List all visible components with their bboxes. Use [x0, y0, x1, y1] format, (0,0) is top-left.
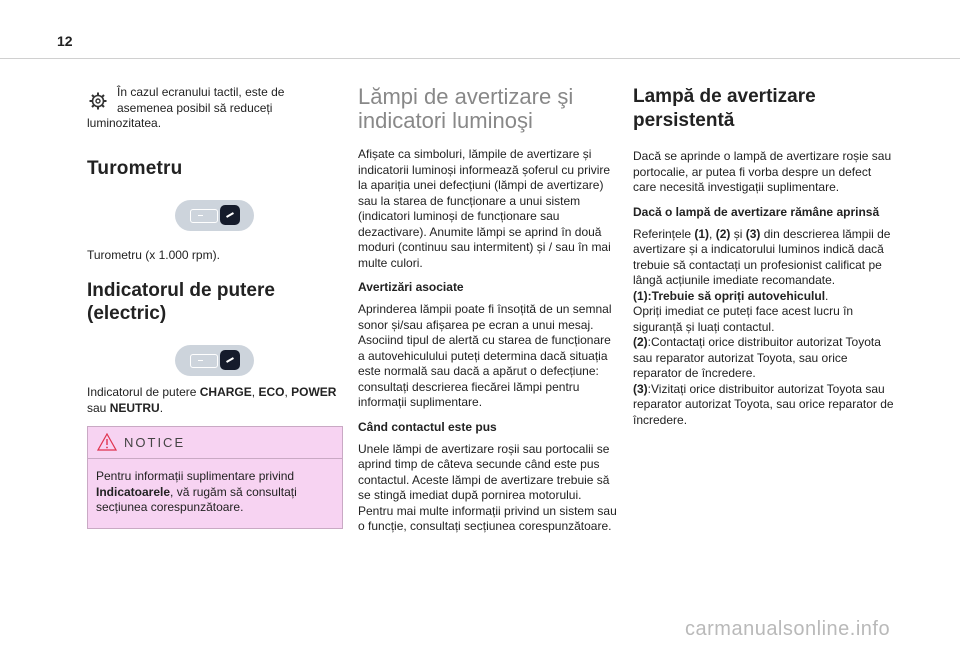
column-1 [87, 85, 342, 529]
turometru-caption: Turometru (x 1.000 rpm). [87, 247, 220, 262]
column-3 [633, 85, 895, 428]
more-info-text: Pentru mai multe informații privind un sistem sau o funcție, consultați secțiunea corespunzătoare. [358, 503, 617, 533]
persistent-lamp-intro: Dacă se aprinde o lampă de avertizare roșie sau portocalie, ar putea fi vorba despre un defect care necesită investigații suplimentare. [633, 149, 892, 194]
turometru-heading: Turometru [87, 157, 183, 179]
notice-box [87, 426, 343, 529]
reference-1: (1):Trebuie să opriți autovehiculul. [633, 288, 829, 303]
header-divider [0, 58, 960, 59]
brightness-tip [87, 85, 342, 132]
turometru-figure [87, 200, 342, 248]
notice-text: Pentru informații suplimentare privind Indicatoarele, vă rugăm să consultați secțiunea corespunzătoare. [96, 469, 297, 514]
reference-3: (3):Vizitați orice distribuitor autorizat Toyota sau reparator autorizat Toyota, sau orice reparator de încredere. [633, 381, 894, 427]
watermark: carmanualsonline.info [685, 618, 891, 640]
lamp-stays-on-heading: Dacă o lampă de avertizare rămâne aprinsă [633, 204, 880, 219]
tip-text-cont: luminozitatea. [87, 116, 162, 130]
reference-2: (2):Contactați orice distribuitor autorizat Toyota sau reparator autorizat Toyota, sau orice reparator de încredere. [633, 335, 881, 380]
notice-title: NOTICE [124, 435, 186, 450]
warning-lamps-heading: Lămpi de avertizare şi indicatori luminoşi [358, 84, 574, 133]
warning-lamps-intro: Afișate ca simboluri, lămpile de avertizare și indicatorii luminoși informează șoferul cu privire la apariția unei defecțiuni (lămpi de avertizare) sau la starea de funcționare a unui sistem (indicatori luminoși de funcționare sau dezactivare). Anumite lămpi se aprind în două moduri (continuu sau intermitent) și / sau în mai multe culori. [358, 147, 611, 270]
power-caption: Indicatorul de putere CHARGE, ECO, POWER sau NEUTRU. [87, 385, 337, 415]
gauge-icon [175, 200, 254, 231]
gear-icon [88, 91, 108, 111]
warning-triangle-icon [97, 433, 117, 451]
associated-warnings-heading: Avertizări asociate [358, 280, 464, 294]
gauge-icon [175, 345, 254, 376]
associated-warnings-text: Aprinderea lămpii poate fi însoțită de un semnal sonor și/sau afișarea pe ecran a unui mesaj. Asociind tipul de alertă cu starea de funcționare a autovehiculului puteți determina dacă situația este normală sau dacă a apărut o defecțiune: consultați descrierea fiecărei lămpi pentru informații suplimentare. [358, 302, 612, 409]
power-figure [87, 345, 342, 385]
persistent-lamp-heading: Lampă de avertizare persistentă [633, 86, 816, 131]
notice-header [88, 427, 342, 459]
ignition-on-text: Unele lămpi de avertizare roșii sau portocalii se aprind timp de câteva secunde când este pus contactul. Aceste lămpi de avertizare trebuie să se stingă imediat după pornirea motorului. [358, 441, 610, 502]
column-2 [358, 85, 620, 535]
page-number: 12 [57, 33, 73, 49]
ignition-on-heading: Când contactul este pus [358, 419, 497, 434]
tip-text: În cazul ecranului tactil, este de asemenea posibil să reduceți [117, 85, 285, 115]
power-indicator-heading: Indicatorul de putere (electric) [87, 280, 275, 324]
reference-1-text: Opriți imediat ce puteți face acest lucru în siguranță și luați contactul. [633, 304, 854, 334]
references-text: Referințele (1), (2) și (3) din descrierea lămpii de avertizare și a indicatorului luminos indică dacă trebuie să contactați un profesionist calificat pe lângă acțiunile imediate recomandate. [633, 226, 891, 287]
